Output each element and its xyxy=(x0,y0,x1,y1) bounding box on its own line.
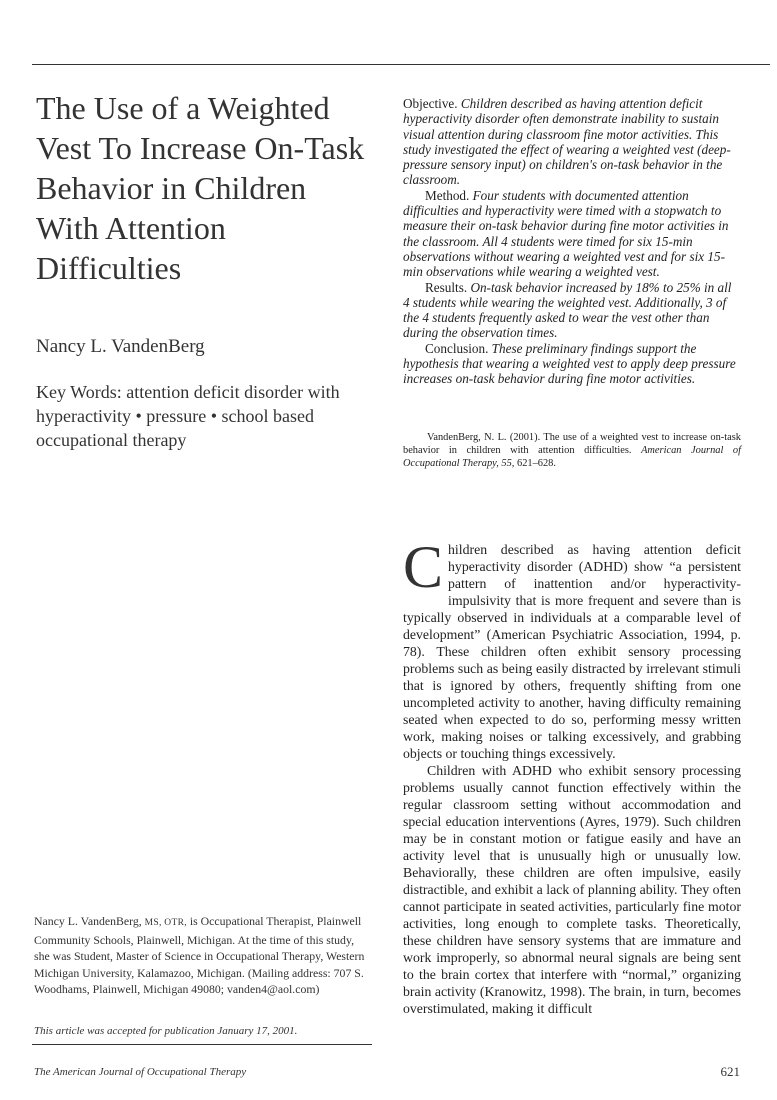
results-label: Results. xyxy=(425,279,468,295)
citation-pages: 621–628. xyxy=(514,458,556,469)
body-paragraph-1 xyxy=(403,534,741,762)
conclusion-text: These preliminary findings support the hypothesis that wearing a weighted vest to apply deep pressure increases on-task behavior during fine motor activities. xyxy=(403,340,736,387)
results-text: On-task behavior increased by 18% to 25% in all 4 students while wearing the weighted vest. Additionally, 3 of the 4 students frequently asked to wear the vest other than during the observation times. xyxy=(403,279,732,341)
citation xyxy=(403,431,741,470)
abstract-conclusion xyxy=(403,341,741,387)
key-words: Key Words: attention deficit disorder with hyperactivity • pressure • school based occupational therapy xyxy=(36,382,340,450)
body-paragraph-2: Children with ADHD who exhibit sensory processing problems usually cannot function effectively within the regular classroom setting without accommodation and special education interventions (Ayres, 1979). Such children may be in constant motion or fatigue easily and have an activity level that is unusually high or unusually low. Behaviorally, these children are often impulsive, easily distractible, and exhibit a lack of planning ability. They often cannot participate in seated activities, particularly fine motor activities, long enough to complete tasks. Theoretically, these children have sensory systems that are immature and work improperly, so abnormal neural signals are being sent to the brain cortex that interfere with “normal,” organizing brain activity (Kranowitz, 1998). The brain, in turn, becomes overstimulated, making it difficult xyxy=(403,763,741,1016)
bio-name: Nancy L. VandenBerg, xyxy=(34,914,145,928)
body-text xyxy=(403,534,741,1017)
abstract-method xyxy=(403,188,741,280)
abstract xyxy=(403,96,741,387)
bio-credentials: MS, OTR, xyxy=(144,918,187,928)
article-author: Nancy L. VandenBerg xyxy=(36,336,205,357)
bio-text: is Occupational Therapist, Plainwell Community Schools, Plainwell, Michigan. At the time of this study, she was Student, Master of Science in Occupational Therapy, Western Michigan University, Kalamazoo, Michigan. (Mailing address: 707 S. Woodhams, Plainwell, Michigan 49080; vanden4@aol.com) xyxy=(34,914,365,996)
abstract-results xyxy=(403,280,741,341)
body-paragraph-1-text: hildren described as having attention deficit hyperactivity disorder (ADHD) show “a persistent pattern of inattention and/or hyperactivity-impulsivity that is more frequent and severe than is typically observed in individuals at a comparable level of development” (American Psychiatric Association, 1994, p. 78). These children often exhibit sensory processing problems such as being easily distracted by irrelevant stimuli that is ignored by others, frequently shifting from one uncompleted activity to another, having difficulty remaining seated when expected to do so, performing messy written work, making noises or talking excessively, and grabbing objects or touching things excessively. xyxy=(403,542,741,761)
author-bio xyxy=(34,913,369,998)
objective-label: Objective. xyxy=(403,96,458,111)
footer-journal: The American Journal of Occupational Therapy xyxy=(34,1066,247,1078)
method-label: Method. xyxy=(425,187,470,203)
accepted-note: This article was accepted for publication January 17, 2001. xyxy=(34,1025,298,1037)
method-text: Four students with documented attention difficulties and hyperactivity were timed with a stopwatch to measure their on-task behavior during fine motor activities in the classroom. All 4 students were timed for six 15-min observations without wearing a weighted vest and for six 15-min observations while wearing a weighted vest. xyxy=(403,187,729,280)
conclusion-label: Conclusion. xyxy=(425,340,489,356)
abstract-objective xyxy=(403,96,741,188)
objective-text: Children described as having attention deficit hyperactivity disorder often demonstrate inability to sustain visual attention during classroom fine motor activities. This study investigated the effect of wearing a weighted vest (deep-pressure sensory input) on children's on-task behavior in the classroom. xyxy=(403,96,731,188)
article-title: The Use of a Weighted Vest To Increase On-Task Behavior in Children With Attention Difficulties xyxy=(36,90,365,286)
bio-rule xyxy=(32,1044,372,1045)
top-rule xyxy=(32,64,770,65)
page-number: 621 xyxy=(720,1064,740,1079)
citation-journal: American Journal of Occupational Therapy, 55, xyxy=(403,445,741,469)
drop-cap: C xyxy=(403,534,444,600)
citation-text: VandenBerg, N. L. (2001). The use of a weighted vest to increase on-task behavior in children with attention difficulties. xyxy=(403,432,741,456)
